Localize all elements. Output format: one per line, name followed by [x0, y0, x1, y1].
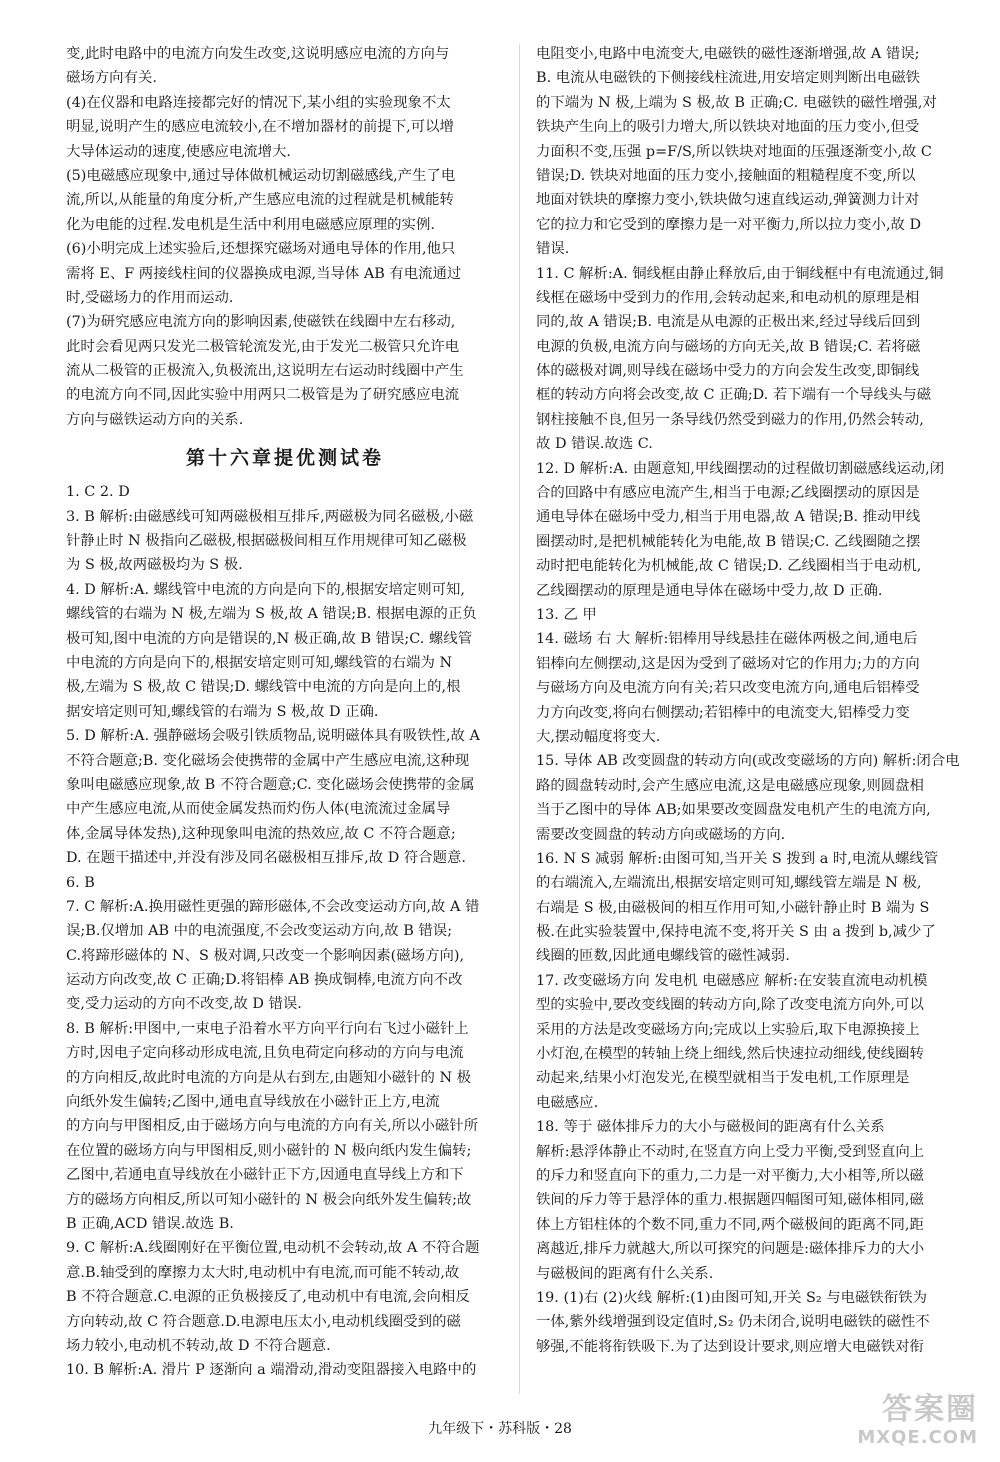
text-line: 采用的方法是改变磁场方向;完成以上实验后,取下电源换接上: [536, 1021, 920, 1038]
text-line: 铁块产生向上的吸引力增大,所以铁块对地面的压力变小,但受: [536, 119, 920, 136]
text-line: 与磁场方向及电流方向有关;若只改变电流方向,通电后铝棒受: [536, 680, 920, 697]
left-column: [66, 42, 504, 1383]
text-line: 通电导体在磁场中受力,相当于用电器,故 A 错误;B. 推动甲线: [536, 509, 921, 526]
text-line: 乙图中,若通电直导线放在小磁针正下方,因通电直导线上方和下: [66, 1167, 464, 1184]
text-line: 力面积不变,压强 p=F/S,所以铁块对地面的压强逐渐变小,故 C: [536, 143, 932, 160]
text-line: 14. 磁场 右 大 解析:铝棒用导线悬挂在磁体两极之间,通电后: [536, 631, 918, 648]
text-line: 电磁感应.: [536, 1094, 599, 1111]
text-line: 的方向相反,故此时电流的方向是从右到左,由题知小磁针的 N 极: [66, 1069, 472, 1086]
text-line: 框的转动方向将会改变,故 C 正确;D. 若下端有一个导线头与磁: [536, 387, 932, 404]
text-line: 7. C 解析:A.换用磁性更强的蹄形磁体,不会改变运动方向,故 A 错: [66, 898, 480, 915]
text-line: 6. B: [66, 874, 95, 891]
text-line: 错误.: [536, 241, 570, 258]
text-line: 解析:悬浮体静止不动时,在竖直方向上受力平衡,受到竖直向上: [536, 1143, 925, 1160]
text-line: 合的回路中有感应电流产生,相当于电源;乙线圈摆动的原因是: [536, 485, 920, 502]
text-line: 线框在磁场中受到力的作用,会转动起来,和电动机的原理是相: [536, 289, 920, 306]
text-line: 大导体运动的速度,使感应电流增大.: [66, 143, 292, 160]
column-divider: [519, 44, 520, 1394]
text-line: 12. D 解析:A. 由题意知,甲线圈摆动的过程做切割磁感线运动,闭: [536, 460, 945, 477]
text-line: 电源的负极,电流方向与磁场的方向无关,故 B 错误;C. 若将磁: [536, 338, 921, 355]
text-line: 变,受力运动的方向不改变,故 D 错误.: [66, 996, 302, 1013]
text-line: 动时把电能转化为机械能,故 C 错误;D. 乙线圈相当于电动机,: [536, 558, 922, 575]
text-line: 体的磁极对调,则导线在磁场中受力的方向会发生改变,即铜线: [536, 363, 920, 380]
text-line: 此时会看见两只发光二极管轮流发光,由于发光二极管只允许电: [66, 338, 460, 355]
text-line: 磁场方向有关.: [66, 70, 157, 87]
text-line: 11. C 解析:A. 铜线框由静止释放后,由于铜线框中有电流通过,铜: [536, 265, 944, 282]
text-line: 4. D 解析:A. 螺线管中电流的方向是向下的,根据安培定则可知,: [66, 581, 465, 598]
text-line: 螺线管的右端为 N 极,左端为 S 极,故 A 错误;B. 根据电源的正负: [66, 606, 477, 623]
text-line: (7)为研究感应电流方向的影响因素,使磁铁在线圈中左右移动,: [66, 314, 456, 331]
text-line: 同的,故 A 错误;B. 电流是从电源的正极出来,经过导线后回到: [536, 314, 921, 331]
text-line: 铁间的斥力等于悬浮体的重力.根据题四幅图可知,磁体相同,磁: [536, 1192, 924, 1209]
text-line: 体上方铝柱体的个数不同,重力不同,两个磁极间的距离不同,距: [536, 1216, 924, 1233]
text-line: 化为电能的过程.发电机是生活中利用电磁感应原理的实例.: [66, 216, 435, 233]
text-line: 1. C 2. D: [66, 484, 130, 501]
text-line: 线圈的匝数,因此通电螺线管的磁性减弱.: [536, 948, 790, 965]
text-line: 16. N S 减弱 解析:由图可知,当开关 S 拨到 a 时,电流从螺线管: [536, 850, 939, 867]
text-line: 故 D 错误.故选 C.: [536, 436, 653, 453]
text-line: 13. 乙 甲: [536, 606, 597, 623]
text-line: 15. 导体 AB 改变圆盘的转动方向(或改变磁场的方向) 解析:闭合电: [536, 753, 960, 770]
text-line: 8. B 解析:甲图中,一束电子沿着水平方向平行向右飞过小磁针上: [66, 1020, 469, 1037]
text-line: 方向与磁铁运动方向的关系.: [66, 411, 244, 428]
watermark-text: 答案圈: [882, 1392, 978, 1427]
text-line: 17. 改变磁场方向 发电机 电磁感应 解析:在安装直流电动机模: [536, 972, 928, 989]
text-line: 为 S 极,故两磁极均为 S 极.: [66, 557, 243, 574]
text-line: 路的圆盘转动时,会产生感应电流,这是电磁感应现象,则圆盘相: [536, 777, 924, 794]
text-line: 极可知,图中电流的方向是错误的,N 极正确,故 B 错误;C. 螺线管: [66, 630, 473, 647]
text-line: 意.B.轴受到的摩擦力太大时,电动机中有电流,而可能不转动,故: [66, 1264, 460, 1281]
text-line: 流,所以,从能量的角度分析,产生感应电流的过程就是机械能转: [66, 192, 454, 209]
text-line: 够强,不能将衔铁吸下.为了达到设计要求,则应增大电磁铁对衔: [536, 1338, 924, 1355]
text-line: 一体,紫外线增强到设定值时,S₂ 仍未闭合,说明电磁铁的磁性不: [536, 1314, 930, 1331]
text-line: 需将 E、F 两接线柱间的仪器换成电源,当导体 AB 有电流通过: [66, 265, 462, 282]
page-footer: 九年级下・苏科版・28: [428, 1421, 572, 1437]
text-line: 地面对铁块的摩擦力变小,铁块做匀速直线运动,弹簧测力计对: [536, 192, 920, 209]
text-line: 10. B 解析:A. 滑片 P 逐渐向 a 端滑动,滑动变阻器接入电路中的: [66, 1362, 477, 1379]
text-line: 的电流方向不同,因此实验中用两只二极管是为了研究感应电流: [66, 387, 460, 404]
text-line: 极,左端为 S 极,故 C 错误;D. 螺线管中电流的方向是向上的,根: [66, 679, 461, 696]
text-line: 明显,说明产生的感应电流较小,在不增加器材的前提下,可以增: [66, 119, 454, 136]
text-line: 场力较小,电动机不转动,故 D 不符合题意.: [66, 1337, 331, 1354]
text-line: 方向转动,故 C 符合题意.D.电源电压太小,电动机线圈受到的磁: [66, 1313, 461, 1330]
text-line: 3. B 解析:由磁感线可知两磁极相互排斥,两磁极为同名磁极,小磁: [66, 508, 474, 525]
text-line: 型的实验中,要改变线圈的转动方向,除了改变电流方向外,可以: [536, 997, 924, 1014]
text-line: 变,此时电路中的电流方向发生改变,这说明感应电流的方向与: [66, 46, 450, 62]
text-line: C.将蹄形磁体的 N、S 极对调,只改变一个影响因素(磁场方向),: [66, 947, 465, 964]
text-line: 极.在此实验装置中,保持电流不变,将开关 S 由 a 拨到 b,减少了: [536, 924, 936, 941]
text-line: 18. 等于 磁体排斥力的大小与磁极间的距离有什么关系: [536, 1119, 885, 1136]
text-line: 在位置的磁场方向与甲图相反,则小磁针的 N 极向纸内发生偏转;: [66, 1142, 472, 1159]
text-line: 电阻变小,电路中电流变大,电磁铁的磁性逐渐增强,故 A 错误;: [536, 46, 920, 62]
text-line: B 不符合题意.C.电源的正负极接反了,电动机中有电流,会向相反: [66, 1289, 470, 1306]
text-line: 中产生感应电流,从而使金属发热而灼伤人体(电流流过金属导: [66, 801, 451, 818]
text-line: 向纸外发生偏转;乙图中,通电直导线放在小磁针正上方,电流: [66, 1094, 440, 1111]
text-line: 方的磁场方向相反,所以可知小磁针的 N 极会向纸外发生偏转;故: [66, 1191, 472, 1208]
text-line: 的斥力和竖直向下的重力,二力是一对平衡力,大小相等,所以磁: [536, 1167, 924, 1184]
text-line: 方时,因电子定向移动形成电流,且负电荷定向移动的方向与电流: [66, 1045, 464, 1062]
text-line: 流从二极管的正极流入,负极流出,这说明左右运动时线圈中产生: [66, 363, 464, 380]
text-line: 钢柱接触不良,但另一条导线仍然受到磁力的作用,仍然会转动,: [536, 411, 924, 428]
text-line: 错误;D. 铁块对地面的压力变小,接触面的粗糙程度不变,所以: [536, 167, 916, 184]
text-line: 运动方向改变,故 C 正确;D.将铝棒 AB 换成铜棒,电流方向不改: [66, 972, 463, 989]
right-column: [536, 42, 968, 1359]
text-line: 右端是 S 极,由磁极间的相互作用可知,小磁针静止时 B 端为 S: [536, 899, 930, 916]
watermark-logo: [828, 1392, 978, 1456]
text-line: 大,摆动幅度将变大.: [536, 728, 661, 745]
text-line: 铝棒向左侧摆动,这是因为受到了磁场对它的作用力;力的方向: [536, 655, 920, 672]
text-line: D. 在题干描述中,并没有涉及同名磁极相互排斥,故 D 符合题意.: [66, 850, 466, 867]
text-line: 与磁极间的距离有什么关系.: [536, 1265, 714, 1282]
text-line: 中电流的方向是向下的,根据安培定则可知,螺线管的右端为 N: [66, 654, 453, 671]
text-line: B. 电流从电磁铁的下侧接线柱流进,用安培定则判断出电磁铁: [536, 70, 921, 87]
text-line: 体,金属导体发热),这种现象叫电流的热效应,故 C 不符合题意;: [66, 825, 456, 842]
text-line: 需要改变圆盘的转动方向或磁场的方向.: [536, 826, 786, 843]
text-line: 的右端流入,左端流出,根据安培定则可知,螺线管左端是 N 极,: [536, 875, 922, 892]
text-line: 19. (1)右 (2)火线 解析:(1)由图可知,开关 S₂ 与电磁铁衔铁为: [536, 1289, 927, 1306]
text-line: 误;B.仅增加 AB 中的电流强度,不会改变运动方向,故 B 错误;: [66, 923, 453, 940]
text-line: 据安培定则可知,螺线管的右端为 S 极,故 D 正确.: [66, 703, 379, 720]
text-line: 离越近,排斥力就越大,所以可探究的问题是:磁体排斥力的大小: [536, 1241, 925, 1258]
text-line: 力方向改变,将向右侧摆动;若铝棒中的电流变大,铝棒受力变: [536, 704, 910, 721]
text-line: 圈摆动时,是把机械能转化为电能,故 B 错误;C. 乙线圈随之摆: [536, 533, 921, 550]
text-line: (5)电磁感应现象中,通过导体做机械运动切割磁感线,产生了电: [66, 167, 456, 184]
text-line: 时,受磁场力的作用而运动.: [66, 289, 234, 306]
text-line: 5. D 解析:A. 强静磁场会吸引铁质物品,说明磁体具有吸铁性,故 A: [66, 728, 480, 745]
text-line: 的方向与甲图相反,由于磁场方向与电流的方向有关,所以小磁针所: [66, 1118, 479, 1135]
text-line: B 正确,ACD 错误.故选 B.: [66, 1215, 234, 1232]
text-line: 针静止时 N 极指向乙磁极,根据磁极间相互作用规律可知乙磁极: [66, 533, 467, 550]
text-line: 动起来,结果小灯泡发光,在模型就相当于发电机,工作原理是: [536, 1070, 910, 1087]
watermark-url: MXQE.COM: [857, 1427, 978, 1448]
section-heading: 第十六章提优测试卷: [185, 447, 384, 470]
text-line: 9. C 解析:A.线圈刚好在平衡位置,电动机不会转动,故 A 不符合题: [66, 1240, 480, 1257]
text-line: (6)小明完成上述实验后,还想探究磁场对通电导体的作用,他只: [66, 241, 456, 258]
text-line: 象叫电磁感应现象,故 B 不符合题意;C. 变化磁场会使携带的金属: [66, 776, 475, 793]
text-line: 的下端为 N 极,上端为 S 极,故 B 正确;C. 电磁铁的磁性增强,对: [536, 94, 937, 111]
text-line: 小灯泡,在模型的转轴上绕上细线,然后快速拉动细线,使线圈转: [536, 1046, 924, 1063]
text-line: 不符合题意;B. 变化磁场会使携带的金属中产生感应电流,这种现: [66, 752, 470, 769]
text-line: 当于乙图中的导体 AB;如果要改变圆盘发电机产生的电流方向,: [536, 802, 931, 819]
text-line: 乙线圈摆动的原理是通电导体在磁场中受力,故 D 正确.: [536, 582, 883, 599]
text-line: (4)在仪器和电路连接都完好的情况下,某小组的实验现象不太: [66, 94, 451, 111]
text-line: 它的拉力和它受到的摩擦力是一对平衡力,所以拉力变小,故 D: [536, 216, 922, 233]
